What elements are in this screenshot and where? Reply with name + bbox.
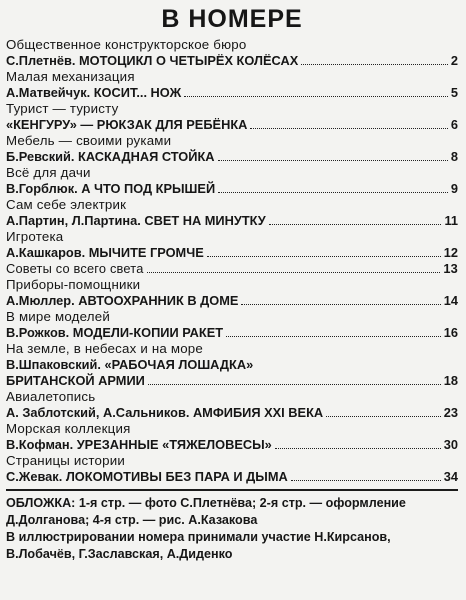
article-line — [6, 53, 458, 69]
article-title: КОСИТ... НОЖ — [93, 85, 182, 100]
article-author: В.Кофман. — [6, 437, 74, 452]
article-author: А.Кашкаров. — [6, 245, 86, 260]
page-number: 5 — [450, 85, 458, 100]
rubric-label: Приборы-помощники — [6, 277, 141, 292]
dot-leader — [275, 448, 441, 449]
toc-entry — [6, 261, 458, 277]
article-line — [6, 357, 458, 373]
page-number: 30 — [443, 437, 458, 452]
article-author: Б.Ревский. — [6, 149, 75, 164]
page-number: 23 — [443, 405, 458, 420]
toc-entry — [6, 133, 458, 165]
article-line — [6, 437, 458, 453]
rubric-label: Авиалетопись — [6, 389, 96, 404]
dot-leader — [301, 64, 448, 65]
article-line — [6, 325, 458, 341]
article-author: А. Заблотский, А.Сальников. — [6, 405, 190, 420]
toc-entry — [6, 101, 458, 133]
credits-line-2: Д.Долганова; 4-я стр. — рис. А.Казакова — [6, 513, 258, 527]
article-author: С.Плетнёв. — [6, 53, 76, 68]
article-author: В.Шпаковский. — [6, 357, 101, 372]
page-number: 12 — [443, 245, 458, 260]
table-of-contents — [6, 4, 458, 563]
page-number: 18 — [443, 373, 458, 388]
article-title: КАСКАДНАЯ СТОЙКА — [78, 149, 215, 164]
credits-line-1: ОБЛОЖКА: 1-я стр. — фото С.Плетнёва; 2-я стр. — оформление — [6, 496, 406, 510]
article-line — [6, 181, 458, 197]
page-number: 16 — [443, 325, 458, 340]
credits-line-3: В иллюстрировании номера принимали участие Н.Кирсанов, — [6, 530, 391, 544]
toc-entry — [6, 165, 458, 197]
article-line — [6, 85, 458, 101]
page-number: 11 — [444, 213, 458, 228]
page-number: 8 — [450, 149, 458, 164]
rubric-label: На земле, в небесах и на море — [6, 341, 203, 356]
rubric-label: Морская коллекция — [6, 421, 131, 436]
article-line — [6, 117, 458, 133]
article-line — [6, 373, 458, 389]
dot-leader — [241, 304, 440, 305]
article-line — [6, 293, 458, 309]
toc-entry — [6, 389, 458, 421]
rubric-label — [6, 261, 458, 277]
article-author: В.Рожков. — [6, 325, 70, 340]
dot-leader — [250, 128, 447, 129]
article-author: С.Жевак. — [6, 469, 63, 484]
dot-leader — [218, 160, 448, 161]
article-title: «КЕНГУРУ» — РЮКЗАК ДЛЯ РЕБЁНКА — [6, 117, 248, 132]
dot-leader — [148, 384, 441, 385]
dot-leader — [291, 480, 441, 481]
dot-leader — [147, 272, 441, 273]
toc-entry — [6, 69, 458, 101]
page-number: 9 — [450, 181, 458, 196]
article-author: А.Партин, Л.Партина. — [6, 213, 141, 228]
page-title: В НОМЕРЕ — [161, 5, 303, 33]
toc-entry — [6, 453, 458, 485]
credits — [6, 495, 458, 563]
credits-line-4: В.Лобачёв, Г.Заславская, А.Диденко — [6, 547, 233, 561]
divider — [6, 489, 458, 491]
article-line — [6, 213, 458, 229]
toc-entry — [6, 37, 458, 69]
toc-entry — [6, 229, 458, 261]
page-number: 6 — [450, 117, 458, 132]
entries-list — [6, 37, 458, 485]
page-number: 34 — [443, 469, 458, 484]
rubric-label: Сам себе электрик — [6, 197, 127, 212]
dot-leader — [226, 336, 441, 337]
toc-entry — [6, 277, 458, 309]
article-title: АМФИБИЯ XXI ВЕКА — [192, 405, 324, 420]
rubric-label: Малая механизация — [6, 69, 135, 84]
article-title: АВТООХРАННИК В ДОМЕ — [78, 293, 239, 308]
rubric-label: Страницы истории — [6, 453, 125, 468]
article-title: А ЧТО ПОД КРЫШЕЙ — [81, 181, 216, 196]
dot-leader — [269, 224, 442, 225]
dot-leader — [326, 416, 441, 417]
article-title: МОДЕЛИ-КОПИИ РАКЕТ — [72, 325, 224, 340]
rubric-label: Всё для дачи — [6, 165, 91, 180]
page-number: 14 — [443, 293, 458, 308]
rubric-label-text: Советы со всего света — [6, 261, 144, 276]
dot-leader — [218, 192, 448, 193]
article-author: А.Мюллер. — [6, 293, 75, 308]
article-line — [6, 469, 458, 485]
rubric-label: Мебель — своими руками — [6, 133, 172, 148]
rubric-label: Турист — туристу — [6, 101, 119, 116]
dot-leader — [207, 256, 441, 257]
article-title: ЛОКОМОТИВЫ БЕЗ ПАРА И ДЫМА — [65, 469, 288, 484]
article-title: СВЕТ НА МИНУТКУ — [144, 213, 266, 228]
rubric-label: Общественное конструкторское бюро — [6, 37, 247, 52]
article-line — [6, 405, 458, 421]
article-title: УРЕЗАННЫЕ «ТЯЖЕЛОВЕСЫ» — [76, 437, 272, 452]
toc-entry — [6, 309, 458, 341]
rubric-label: Игротека — [6, 229, 64, 244]
rubric-label: В мире моделей — [6, 309, 110, 324]
article-author: В.Горблюк. — [6, 181, 78, 196]
page-number: 2 — [450, 53, 458, 68]
article-line — [6, 245, 458, 261]
toc-entry — [6, 197, 458, 229]
article-title: МЫЧИТЕ ГРОМЧЕ — [88, 245, 204, 260]
article-line — [6, 149, 458, 165]
article-title: МОТОЦИКЛ О ЧЕТЫРЁХ КОЛЁСАХ — [79, 53, 299, 68]
article-author: А.Матвейчук. — [6, 85, 91, 100]
article-title: «РАБОЧАЯ ЛОШАДКА» — [104, 357, 254, 372]
toc-entry — [6, 421, 458, 453]
article-title-continued: БРИТАНСКОЙ АРМИИ — [6, 373, 145, 388]
page-number: 13 — [443, 261, 458, 276]
dot-leader — [184, 96, 448, 97]
toc-entry — [6, 341, 458, 389]
